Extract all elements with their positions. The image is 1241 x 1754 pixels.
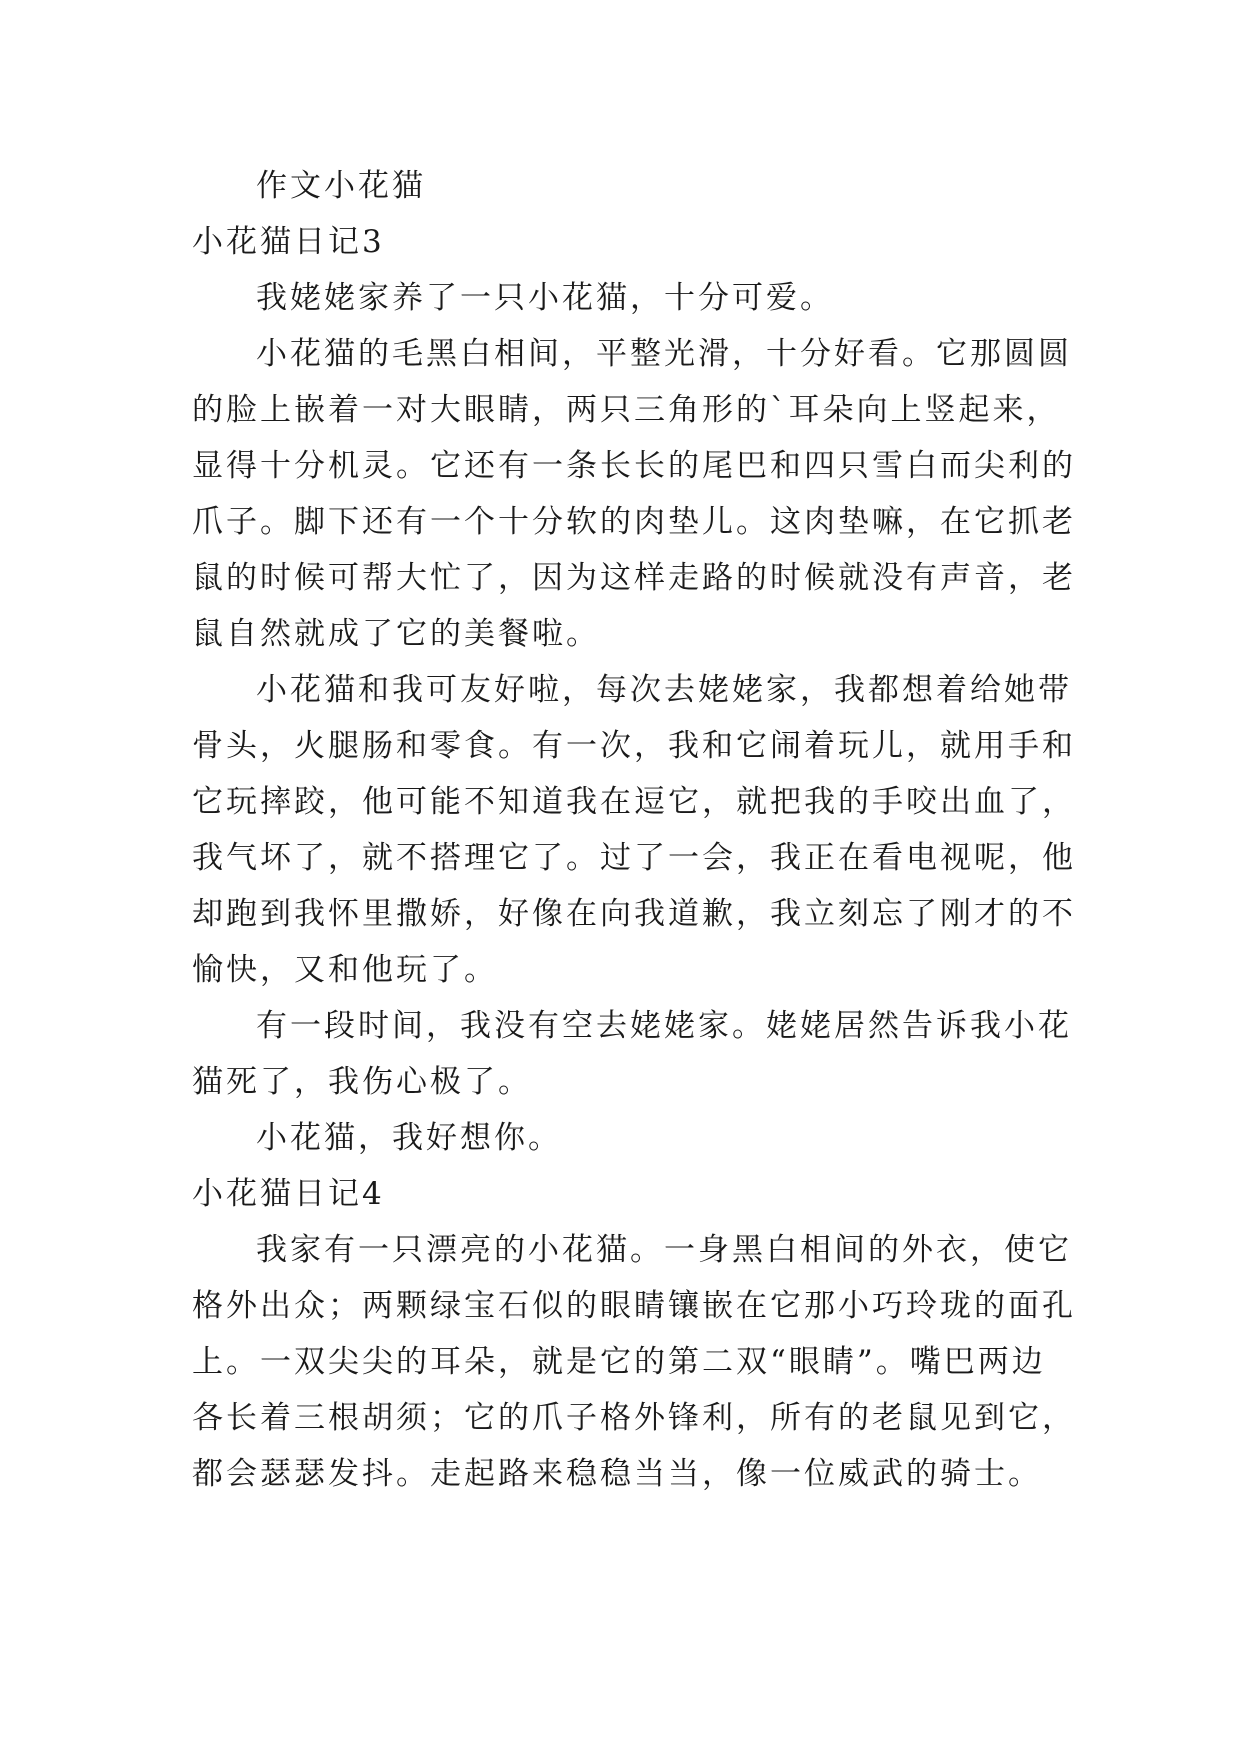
paragraph-line: 各长着三根胡须；它的爪子格外锋利，所有的老鼠见到它，: [192, 1400, 1076, 1436]
paragraph-line: 都会瑟瑟发抖。走起路来稳稳当当，像一位威武的骑士。: [192, 1456, 1042, 1492]
paragraph-line: 鼠自然就成了它的美餐啦。: [192, 616, 600, 652]
paragraph-line: 我姥姥家养了一只小花猫，十分可爱。: [256, 280, 834, 316]
section-heading: 小花猫日记4: [192, 1176, 385, 1212]
paragraph-line: 爪子。脚下还有一个十分软的肉垫儿。这肉垫嘛，在它抓老: [192, 504, 1076, 540]
paragraph-line: 猫死了，我伤心极了。: [192, 1064, 532, 1100]
paragraph: [192, 270, 1054, 326]
document-title: 作文小花猫: [256, 168, 426, 204]
paragraph-line: 格外出众；两颗绿宝石似的眼睛镶嵌在它那小巧玲珑的面孔: [192, 1288, 1076, 1324]
paragraph-line: 它玩摔跤，他可能不知道我在逗它，就把我的手咬出血了，: [192, 784, 1076, 820]
paragraph-line: 却跑到我怀里撒娇，好像在向我道歉，我立刻忘了刚才的不: [192, 896, 1076, 932]
paragraph-line: 的脸上嵌着一对大眼睛，两只三角形的`耳朵向上竖起来，: [192, 392, 1061, 428]
paragraph-line: 小花猫和我可友好啦，每次去姥姥家，我都想着给她带: [256, 672, 1072, 708]
paragraph-line: 小花猫的毛黑白相间，平整光滑，十分好看。它那圆圆: [256, 336, 1072, 372]
document-page: [192, 158, 1076, 1502]
paragraph-line: 有一段时间，我没有空去姥姥家。姥姥居然告诉我小花: [256, 1008, 1072, 1044]
paragraph-line: 小花猫，我好想你。: [256, 1120, 562, 1156]
paragraph-line: 上。一双尖尖的耳朵，就是它的第二双“眼睛”。嘴巴两边: [192, 1344, 1046, 1380]
paragraph: [192, 326, 1076, 662]
section-heading: 小花猫日记3: [192, 224, 385, 260]
paragraph: [192, 1110, 1054, 1166]
paragraph-line: 骨头，火腿肠和零食。有一次，我和它闹着玩儿，就用手和: [192, 728, 1076, 764]
paragraph-line: 我气坏了，就不搭理它了。过了一会，我正在看电视呢，他: [192, 840, 1076, 876]
paragraph-line: 显得十分机灵。它还有一条长长的尾巴和四只雪白而尖利的: [192, 448, 1076, 484]
paragraph: [192, 662, 1076, 998]
paragraph: [192, 1222, 1076, 1502]
paragraph-line: 我家有一只漂亮的小花猫。一身黑白相间的外衣，使它: [256, 1232, 1072, 1268]
paragraph-line: 愉快，又和他玩了。: [192, 952, 498, 988]
paragraph-line: 鼠的时候可帮大忙了，因为这样走路的时候就没有声音，老: [192, 560, 1076, 596]
paragraph: [192, 998, 1072, 1110]
